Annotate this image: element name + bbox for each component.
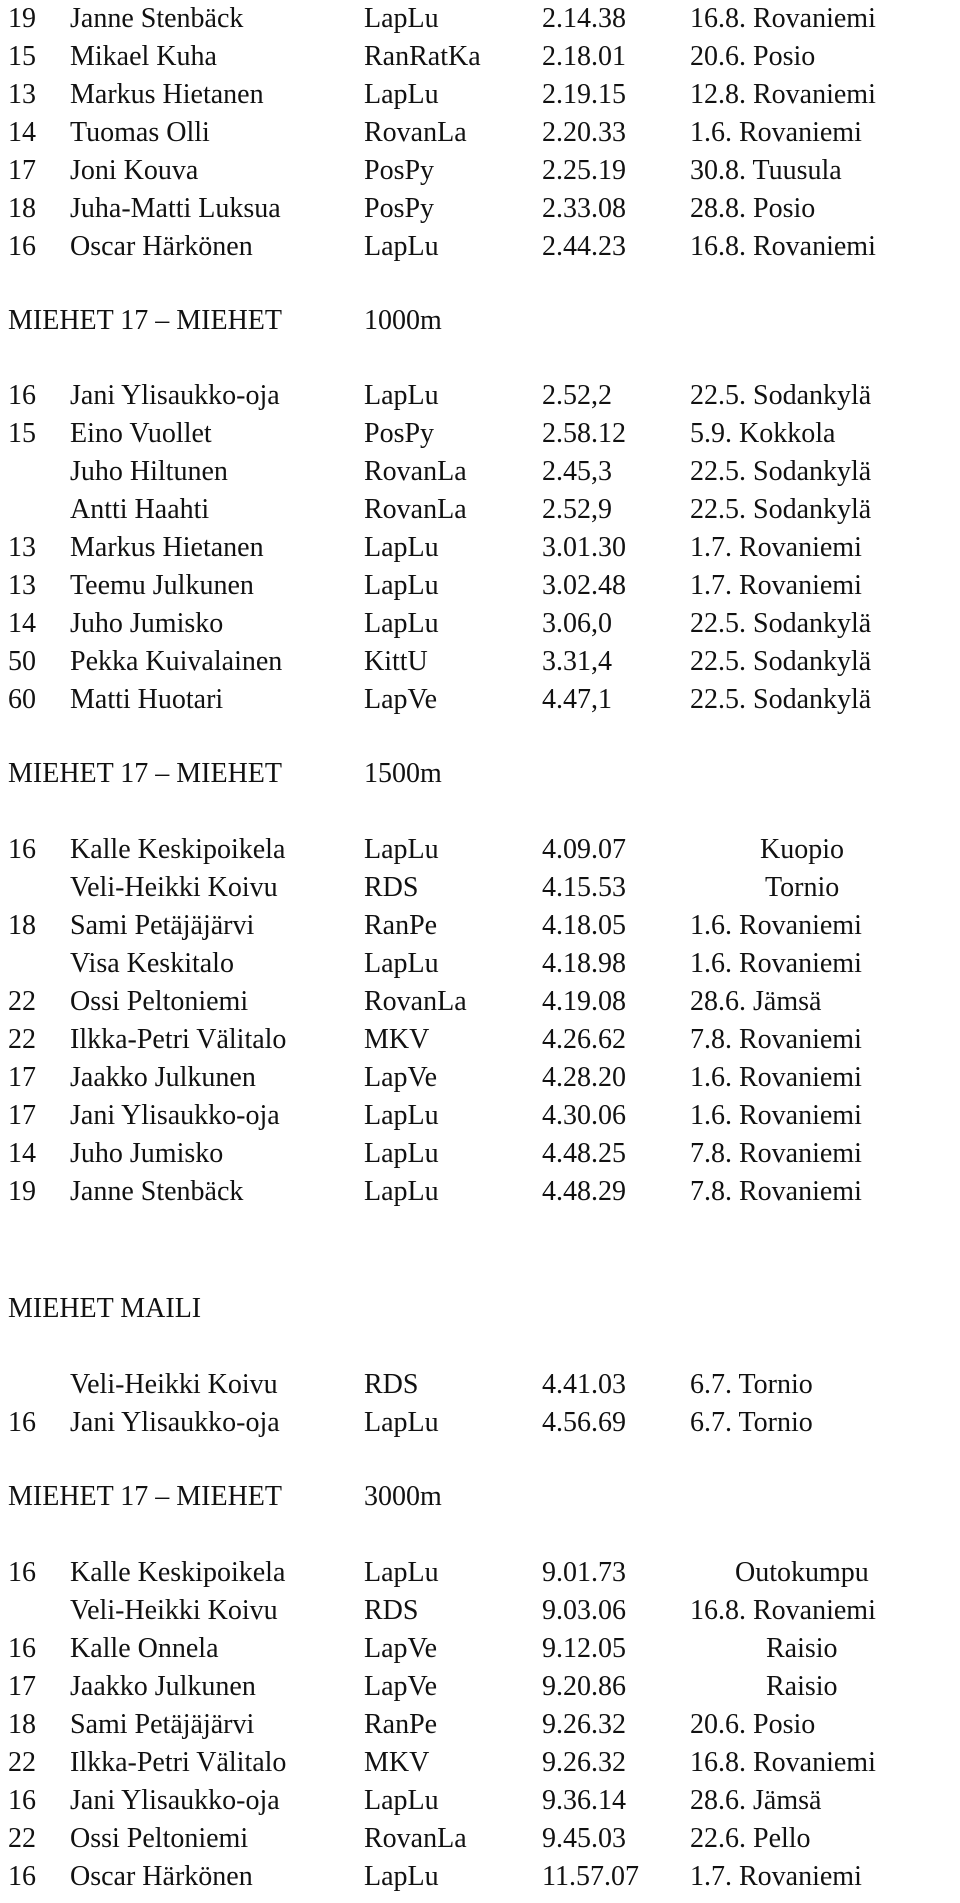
athlete-name: Juha-Matti Luksua <box>70 193 281 224</box>
athlete-name: Juho Jumisko <box>70 608 224 639</box>
date-place: 22.5. Sodankylä <box>690 684 872 715</box>
athlete-name: Oscar Härkönen <box>70 1861 253 1892</box>
heading-label: MIEHET 17 – MIEHET <box>8 305 282 336</box>
date-place: 28.6. Jämsä <box>690 986 822 1017</box>
club-name: LapLu <box>364 1861 439 1892</box>
athlete-age: 13 <box>8 79 36 110</box>
result-row <box>0 38 960 76</box>
result-row <box>0 681 960 719</box>
date-place: Kuopio <box>760 834 844 865</box>
club-name: RanPe <box>364 910 438 941</box>
result-row <box>0 1135 960 1173</box>
athlete-name: Jaakko Julkunen <box>70 1671 256 1702</box>
athlete-name: Visa Keskitalo <box>70 948 234 979</box>
date-place: 1.7. Rovaniemi <box>690 532 862 563</box>
club-name: LapLu <box>364 948 439 979</box>
result-row <box>0 529 960 567</box>
result-time: 9.26.32 <box>542 1747 626 1778</box>
athlete-age: 18 <box>8 193 36 224</box>
result-time: 9.03.06 <box>542 1595 626 1626</box>
club-name: LapVe <box>364 1633 438 1664</box>
result-row <box>0 415 960 453</box>
result-time: 9.36.14 <box>542 1785 626 1816</box>
club-name: LapLu <box>364 1100 439 1131</box>
athlete-age: 17 <box>8 1671 36 1702</box>
result-time: 2.52,9 <box>542 494 612 525</box>
result-time: 2.45,3 <box>542 456 612 487</box>
result-time: 2.18.01 <box>542 41 626 72</box>
heading-distance: 1000m <box>364 305 442 336</box>
club-name: LapLu <box>364 79 439 110</box>
club-name: LapLu <box>364 1557 439 1588</box>
result-time: 9.20.86 <box>542 1671 626 1702</box>
club-name: LapLu <box>364 1785 439 1816</box>
date-place: 28.6. Jämsä <box>690 1785 822 1816</box>
date-place: 22.5. Sodankylä <box>690 608 872 639</box>
date-place: 7.8. Rovaniemi <box>690 1138 862 1169</box>
athlete-age: 14 <box>8 608 36 639</box>
section-heading <box>0 1290 960 1328</box>
athlete-name: Markus Hietanen <box>70 532 264 563</box>
athlete-age: 22 <box>8 1024 36 1055</box>
club-name: LapVe <box>364 1062 438 1093</box>
result-time: 4.28.20 <box>542 1062 626 1093</box>
athlete-name: Kalle Keskipoikela <box>70 834 286 865</box>
result-time: 2.33.08 <box>542 193 626 224</box>
date-place: 30.8. Tuusula <box>690 155 842 186</box>
result-time: 9.12.05 <box>542 1633 626 1664</box>
result-time: 4.26.62 <box>542 1024 626 1055</box>
athlete-name: Jani Ylisaukko-oja <box>70 380 280 411</box>
date-place: 6.7. Tornio <box>690 1407 813 1438</box>
date-place: 22.5. Sodankylä <box>690 380 872 411</box>
club-name: RovanLa <box>364 456 467 487</box>
result-row <box>0 869 960 907</box>
result-row <box>0 228 960 266</box>
club-name: RanPe <box>364 1709 438 1740</box>
result-row <box>0 1404 960 1442</box>
result-row <box>0 453 960 491</box>
athlete-name: Mikael Kuha <box>70 41 217 72</box>
athlete-age: 16 <box>8 1785 36 1816</box>
result-row <box>0 1097 960 1135</box>
result-row <box>0 1858 960 1896</box>
result-row <box>0 152 960 190</box>
club-name: MKV <box>364 1024 430 1055</box>
result-row <box>0 190 960 228</box>
club-name: RDS <box>364 1595 419 1626</box>
result-time: 2.20.33 <box>542 117 626 148</box>
club-name: PosPy <box>364 418 435 449</box>
result-time: 4.09.07 <box>542 834 626 865</box>
date-place: 22.6. Pello <box>690 1823 811 1854</box>
athlete-age: 15 <box>8 418 36 449</box>
club-name: RovanLa <box>364 986 467 1017</box>
club-name: MKV <box>364 1747 430 1778</box>
athlete-name: Jani Ylisaukko-oja <box>70 1785 280 1816</box>
date-place: 1.6. Rovaniemi <box>690 1062 862 1093</box>
club-name: LapLu <box>364 1407 439 1438</box>
result-row <box>0 831 960 869</box>
athlete-age: 22 <box>8 986 36 1017</box>
athlete-name: Matti Huotari <box>70 684 224 715</box>
athlete-name: Pekka Kuivalainen <box>70 646 283 677</box>
section-heading <box>0 302 960 340</box>
result-row <box>0 1630 960 1668</box>
result-row <box>0 1592 960 1630</box>
date-place: Tornio <box>765 872 840 903</box>
date-place: Outokumpu <box>735 1557 869 1588</box>
result-row <box>0 1173 960 1211</box>
athlete-name: Teemu Julkunen <box>70 570 254 601</box>
result-time: 2.58.12 <box>542 418 626 449</box>
athlete-age: 13 <box>8 570 36 601</box>
result-row <box>0 114 960 152</box>
athlete-name: Jani Ylisaukko-oja <box>70 1407 280 1438</box>
date-place: 1.6. Rovaniemi <box>690 117 862 148</box>
athlete-age: 15 <box>8 41 36 72</box>
date-place: 1.6. Rovaniemi <box>690 1100 862 1131</box>
date-place: 1.6. Rovaniemi <box>690 948 862 979</box>
athlete-age: 16 <box>8 1861 36 1892</box>
result-row <box>0 907 960 945</box>
result-row <box>0 76 960 114</box>
date-place: 16.8. Rovaniemi <box>690 231 876 262</box>
club-name: LapLu <box>364 834 439 865</box>
athlete-age: 16 <box>8 1407 36 1438</box>
result-row <box>0 1782 960 1820</box>
club-name: LapLu <box>364 1138 439 1169</box>
athlete-name: Juho Jumisko <box>70 1138 224 1169</box>
athlete-age: 16 <box>8 1633 36 1664</box>
athlete-name: Oscar Härkönen <box>70 231 253 262</box>
date-place: 16.8. Rovaniemi <box>690 1747 876 1778</box>
result-time: 11.57.07 <box>542 1861 639 1892</box>
result-time: 9.26.32 <box>542 1709 626 1740</box>
result-time: 4.41.03 <box>542 1369 626 1400</box>
result-row <box>0 491 960 529</box>
club-name: PosPy <box>364 193 435 224</box>
result-time: 4.18.05 <box>542 910 626 941</box>
athlete-name: Janne Stenbäck <box>70 1176 244 1207</box>
athlete-name: Kalle Keskipoikela <box>70 1557 286 1588</box>
result-time: 4.48.29 <box>542 1176 626 1207</box>
heading-distance: 1500m <box>364 758 442 789</box>
result-time: 4.48.25 <box>542 1138 626 1169</box>
club-name: RovanLa <box>364 117 467 148</box>
result-row <box>0 1021 960 1059</box>
club-name: LapLu <box>364 231 439 262</box>
athlete-name: Sami Petäjäjärvi <box>70 910 255 941</box>
result-time: 9.45.03 <box>542 1823 626 1854</box>
result-row <box>0 1820 960 1858</box>
athlete-age: 60 <box>8 684 36 715</box>
date-place: 12.8. Rovaniemi <box>690 79 876 110</box>
athlete-age: 17 <box>8 1100 36 1131</box>
athlete-age: 14 <box>8 1138 36 1169</box>
date-place: 20.6. Posio <box>690 41 816 72</box>
club-name: RovanLa <box>364 1823 467 1854</box>
club-name: RovanLa <box>364 494 467 525</box>
athlete-name: Markus Hietanen <box>70 79 264 110</box>
date-place: 16.8. Rovaniemi <box>690 3 876 34</box>
athlete-age: 19 <box>8 1176 36 1207</box>
athlete-name: Veli-Heikki Koivu <box>70 1595 278 1626</box>
heading-label: MIEHET MAILI <box>8 1293 202 1324</box>
result-row <box>0 1366 960 1404</box>
club-name: LapLu <box>364 532 439 563</box>
heading-distance: 3000m <box>364 1481 442 1512</box>
date-place: 1.7. Rovaniemi <box>690 570 862 601</box>
result-row <box>0 0 960 38</box>
result-row <box>0 1554 960 1592</box>
athlete-age: 13 <box>8 532 36 563</box>
result-row <box>0 1744 960 1782</box>
result-time: 3.31,4 <box>542 646 612 677</box>
date-place: 6.7. Tornio <box>690 1369 813 1400</box>
result-time: 2.25.19 <box>542 155 626 186</box>
section-heading <box>0 1478 960 1516</box>
date-place: 20.6. Posio <box>690 1709 816 1740</box>
result-time: 2.14.38 <box>542 3 626 34</box>
athlete-name: Veli-Heikki Koivu <box>70 872 278 903</box>
club-name: RDS <box>364 872 419 903</box>
athlete-age: 16 <box>8 380 36 411</box>
club-name: RDS <box>364 1369 419 1400</box>
athlete-age: 17 <box>8 155 36 186</box>
athlete-name: Ossi Peltoniemi <box>70 1823 249 1854</box>
club-name: LapLu <box>364 570 439 601</box>
club-name: LapLu <box>364 608 439 639</box>
athlete-age: 22 <box>8 1823 36 1854</box>
club-name: RanRatKa <box>364 41 481 72</box>
athlete-name: Eino Vuollet <box>70 418 212 449</box>
result-time: 4.56.69 <box>542 1407 626 1438</box>
result-time: 3.06,0 <box>542 608 612 639</box>
athlete-name: Antti Haahti <box>70 494 210 525</box>
date-place: 7.8. Rovaniemi <box>690 1176 862 1207</box>
club-name: LapVe <box>364 684 438 715</box>
athlete-age: 18 <box>8 910 36 941</box>
athlete-age: 19 <box>8 3 36 34</box>
date-place: 22.5. Sodankylä <box>690 646 872 677</box>
result-row <box>0 643 960 681</box>
result-row <box>0 945 960 983</box>
club-name: LapLu <box>364 3 439 34</box>
date-place: 1.6. Rovaniemi <box>690 910 862 941</box>
date-place: 7.8. Rovaniemi <box>690 1024 862 1055</box>
athlete-name: Sami Petäjäjärvi <box>70 1709 255 1740</box>
date-place: 1.7. Rovaniemi <box>690 1861 862 1892</box>
athlete-age: 50 <box>8 646 36 677</box>
result-time: 2.52,2 <box>542 380 612 411</box>
heading-label: MIEHET 17 – MIEHET <box>8 1481 282 1512</box>
date-place: Raisio <box>766 1633 838 1664</box>
result-time: 2.44.23 <box>542 231 626 262</box>
athlete-age: 16 <box>8 834 36 865</box>
result-time: 4.19.08 <box>542 986 626 1017</box>
heading-label: MIEHET 17 – MIEHET <box>8 758 282 789</box>
athlete-age: 14 <box>8 117 36 148</box>
club-name: PosPy <box>364 155 435 186</box>
date-place: 22.5. Sodankylä <box>690 494 872 525</box>
result-time: 4.47,1 <box>542 684 612 715</box>
result-row <box>0 605 960 643</box>
date-place: 22.5. Sodankylä <box>690 456 872 487</box>
athlete-name: Juho Hiltunen <box>70 456 228 487</box>
club-name: LapVe <box>364 1671 438 1702</box>
athlete-name: Ossi Peltoniemi <box>70 986 249 1017</box>
result-row <box>0 567 960 605</box>
result-time: 3.01.30 <box>542 532 626 563</box>
athlete-age: 22 <box>8 1747 36 1778</box>
date-place: 16.8. Rovaniemi <box>690 1595 876 1626</box>
club-name: LapLu <box>364 1176 439 1207</box>
athlete-age: 17 <box>8 1062 36 1093</box>
club-name: LapLu <box>364 380 439 411</box>
club-name: KittU <box>364 646 428 677</box>
date-place: 28.8. Posio <box>690 193 816 224</box>
athlete-name: Veli-Heikki Koivu <box>70 1369 278 1400</box>
date-place: Raisio <box>766 1671 838 1702</box>
result-time: 3.02.48 <box>542 570 626 601</box>
result-time: 4.15.53 <box>542 872 626 903</box>
result-row <box>0 1668 960 1706</box>
athlete-name: Jani Ylisaukko-oja <box>70 1100 280 1131</box>
athlete-age: 16 <box>8 231 36 262</box>
result-time: 4.30.06 <box>542 1100 626 1131</box>
section-heading <box>0 755 960 793</box>
athlete-name: Joni Kouva <box>70 155 199 186</box>
athlete-name: Ilkka-Petri Välitalo <box>70 1024 287 1055</box>
athlete-name: Janne Stenbäck <box>70 3 244 34</box>
result-time: 4.18.98 <box>542 948 626 979</box>
athlete-age: 18 <box>8 1709 36 1740</box>
result-row <box>0 1059 960 1097</box>
athlete-name: Tuomas Olli <box>70 117 210 148</box>
result-row <box>0 1706 960 1744</box>
athlete-name: Ilkka-Petri Välitalo <box>70 1747 287 1778</box>
result-row <box>0 983 960 1021</box>
athlete-age: 16 <box>8 1557 36 1588</box>
result-time: 2.19.15 <box>542 79 626 110</box>
athlete-name: Kalle Onnela <box>70 1633 219 1664</box>
result-row <box>0 377 960 415</box>
result-time: 9.01.73 <box>542 1557 626 1588</box>
date-place: 5.9. Kokkola <box>690 418 836 449</box>
athlete-name: Jaakko Julkunen <box>70 1062 256 1093</box>
